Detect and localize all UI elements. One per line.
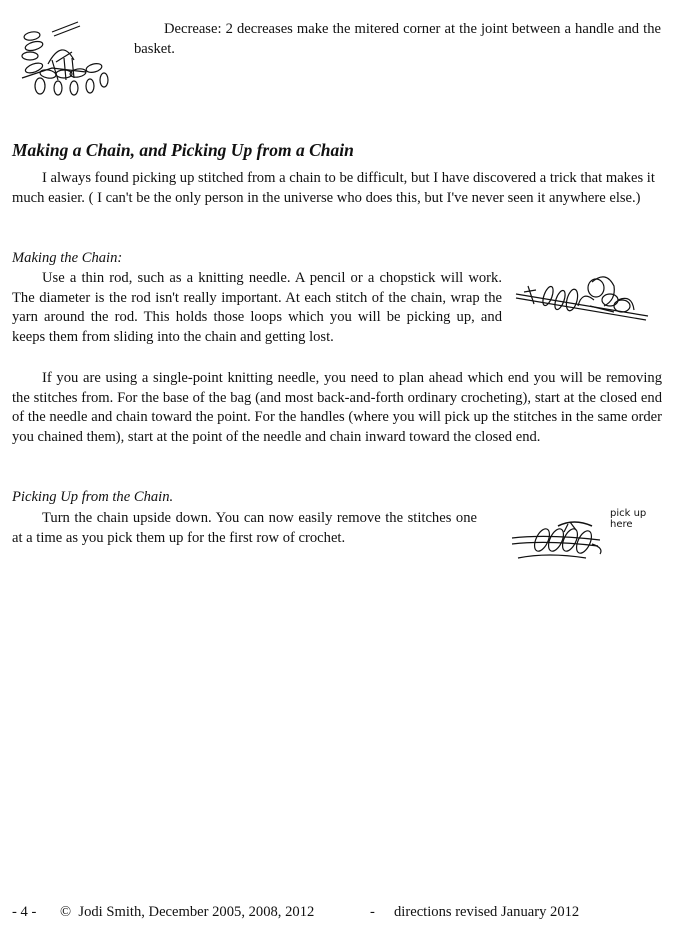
intro-paragraph: I always found picking up stitched from a chain to be difficult, but I have discovered a trick that makes it much easier. ( I can't be the only person in the universe who does this, but I've never seen it anywhere else.)	[12, 170, 655, 206]
needle-direction-paragraph: If you are using a single-point knitting needle, you need to plan ahead which end you will be removing the stitches from. For the base of the bag (and most back-and-forth ordinary crocheting), start at the closed end of the needle and chain toward the point. For the handles (where you will pick up the stitches in the same order you chained them), start at the point of the needle and chain inward toward the closed end.	[12, 370, 662, 445]
section-heading: Making a Chain, and Picking Up from a Chain	[12, 140, 354, 160]
making-chain-paragraph: Use a thin rod, such as a knitting needle. A pencil or a chopstick will work. The diameter is the rod isn't really important. At each stitch of the chain, wrap the yarn around the rod. This holds those loops which you will be picking up, and keeps them from sliding into the chain and getting lost.	[12, 270, 502, 345]
here-label: here	[610, 519, 633, 530]
pick-up-label: pick up	[610, 508, 647, 519]
decrease-note: Decrease: 2 decreases make the mitered corner at the joint between a handle and the basket.	[134, 21, 661, 57]
decrease-illustration	[12, 18, 122, 96]
picking-up-paragraph: Turn the chain upside down. You can now easily remove the stitches one at a time as you pick them up for the first row of crochet.	[12, 510, 477, 546]
picking-up-subheading: Picking Up from the Chain.	[12, 489, 174, 505]
making-chain-subheading: Making the Chain:	[12, 250, 123, 266]
revision-note: directions revised January 2012	[394, 904, 580, 920]
copyright: © Jodi Smith, December 2005, 2008, 2012	[60, 904, 315, 920]
chain-on-rod-illustration	[514, 270, 650, 326]
footer-separator: -	[370, 904, 375, 920]
page-number: - 4 -	[12, 904, 37, 920]
